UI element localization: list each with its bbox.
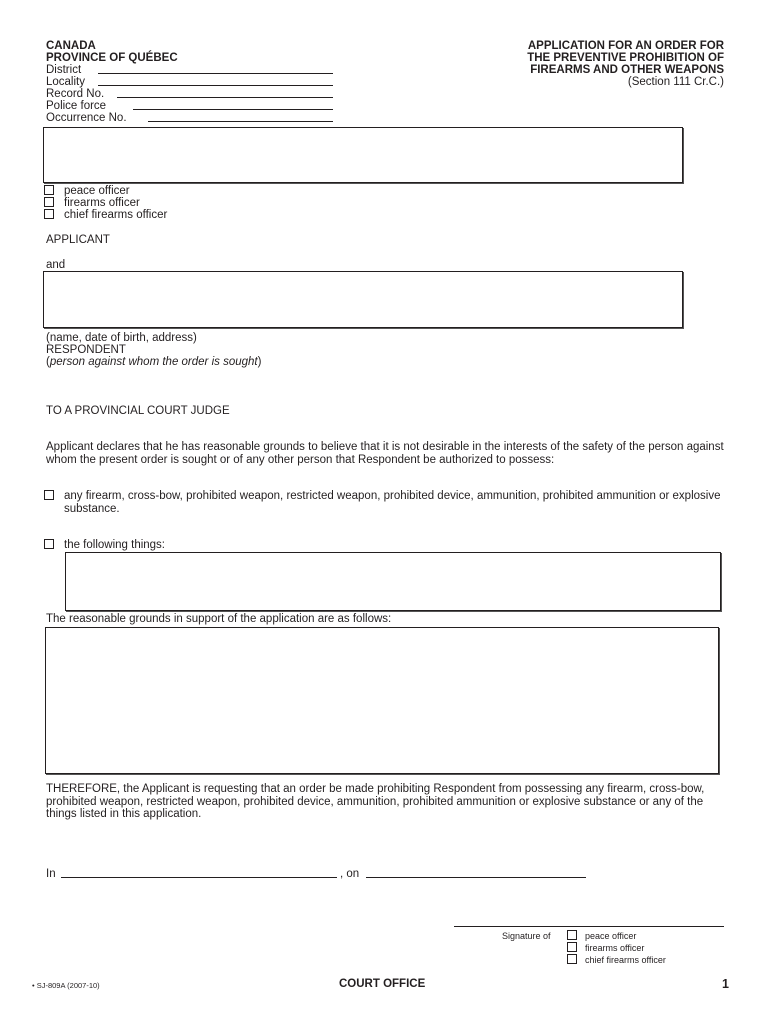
record-no-label: Record No. — [46, 88, 105, 100]
applicant-chief-firearms-officer-label: chief firearms officer — [64, 209, 168, 221]
court-office-label: COURT OFFICE — [339, 978, 426, 990]
respondent-info-label: (name, date of birth, address) — [46, 332, 197, 344]
option-following-things-label: the following things: — [64, 539, 166, 551]
date-field[interactable] — [366, 877, 586, 878]
police-force-label: Police force — [46, 100, 107, 112]
signature-peace-officer-label: peace officer — [585, 931, 637, 941]
following-things-box[interactable] — [65, 552, 721, 611]
place-field[interactable] — [61, 877, 337, 878]
police-force-field[interactable] — [133, 109, 333, 110]
applicant-firearms-officer-label: firearms officer — [64, 197, 140, 209]
locality-label: Locality — [46, 76, 85, 88]
signature-chief-firearms-officer-label: chief firearms officer — [585, 955, 666, 965]
place-label: In — [46, 868, 56, 880]
occurrence-no-label: Occurrence No. — [46, 112, 127, 124]
form-title-line-2: THE PREVENTIVE PROHIBITION OF — [527, 52, 724, 64]
signature-line[interactable] — [454, 926, 724, 927]
province-heading: PROVINCE OF QUÉBEC — [46, 52, 178, 64]
respondent-label: RESPONDENT — [46, 344, 126, 356]
therefore-text: THEREFORE, the Applicant is requesting that an order be made prohibiting Respondent from possessing any firearm, cross-bow, prohibited weapon, restricted weapon, prohibited device, ammunition, prohibited ammunition or explosive substance or any of the things listed in this application. — [46, 783, 705, 820]
locality-field[interactable] — [98, 85, 333, 86]
declaration-text: Applicant declares that he has reasonable grounds to believe that it is not desirable in the interests of the safety of the person against whom the present order is sought or of any other person that Respondent be authorized to possess: — [46, 441, 724, 466]
respondent-info-box[interactable] — [43, 271, 683, 328]
signature-peace-officer-checkbox[interactable] — [567, 930, 577, 940]
respondent-note: (person against whom the order is sought) — [46, 356, 262, 368]
option-any-weapon-text: any firearm, cross-bow, prohibited weapon, restricted weapon, prohibited device, ammunition, prohibited ammunition or explosive substance. — [64, 490, 721, 515]
signature-firearms-officer-checkbox[interactable] — [567, 942, 577, 952]
record-no-field[interactable] — [117, 97, 333, 98]
applicant-label: APPLICANT — [46, 234, 110, 246]
signature-chief-firearms-officer-checkbox[interactable] — [567, 954, 577, 964]
applicant-firearms-officer-checkbox[interactable] — [44, 197, 54, 207]
and-label: and — [46, 259, 66, 271]
district-label: District — [46, 64, 82, 76]
district-field[interactable] — [98, 73, 333, 74]
grounds-box[interactable] — [45, 627, 719, 774]
form-title-line-1: APPLICATION FOR AN ORDER FOR — [527, 40, 724, 52]
form-code: • SJ-809A (2007-10) — [32, 981, 100, 990]
form-title — [527, 40, 724, 76]
country-heading: CANADA — [46, 40, 96, 52]
addressee-heading: TO A PROVINCIAL COURT JUDGE — [46, 405, 230, 417]
grounds-label: The reasonable grounds in support of the application are as follows: — [46, 613, 392, 625]
section-reference: (Section 111 Cr.C.) — [627, 76, 724, 88]
applicant-chief-firearms-officer-checkbox[interactable] — [44, 209, 54, 219]
option-any-weapon-checkbox[interactable] — [44, 490, 54, 500]
applicant-peace-officer-checkbox[interactable] — [44, 185, 54, 195]
applicant-peace-officer-label: peace officer — [64, 185, 130, 197]
applicant-info-box[interactable] — [43, 127, 683, 183]
occurrence-no-field[interactable] — [148, 121, 333, 122]
page-number: 1 — [722, 977, 729, 991]
signature-firearms-officer-label: firearms officer — [585, 943, 645, 953]
signature-label: Signature of — [502, 931, 551, 941]
form-title-line-3: FIREARMS AND OTHER WEAPONS — [530, 64, 724, 76]
date-label: , on — [340, 868, 360, 880]
option-following-things-checkbox[interactable] — [44, 539, 54, 549]
